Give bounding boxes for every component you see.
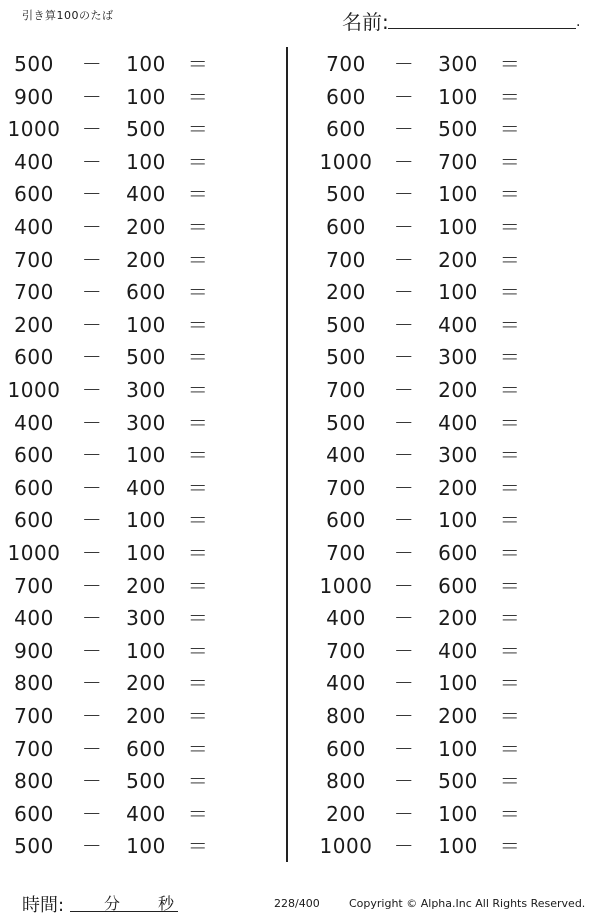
minuend: 600	[14, 345, 54, 370]
subtrahend: 200	[438, 247, 478, 272]
minuend: 200	[14, 312, 54, 337]
minuend: 900	[14, 638, 54, 663]
minuend: 600	[14, 443, 54, 468]
equals-sign: ＝	[499, 280, 521, 305]
minus-sign: －	[81, 247, 103, 272]
equals-sign: ＝	[499, 704, 521, 728]
minus-sign: －	[393, 704, 415, 728]
minuend: 500	[326, 312, 366, 337]
minuend: 700	[14, 280, 54, 305]
minus-sign: －	[393, 52, 415, 76]
equals-sign: ＝	[187, 834, 209, 859]
minus-sign: －	[81, 410, 103, 435]
minuend: 600	[326, 736, 366, 761]
minus-sign: －	[81, 84, 103, 109]
minus-sign: －	[81, 475, 103, 500]
minus-sign: －	[393, 345, 415, 370]
minuend: 800	[326, 704, 366, 728]
minuend: 600	[326, 117, 366, 142]
subtrahend: 400	[438, 312, 478, 337]
problem-row	[0, 701, 600, 731]
equals-sign: ＝	[499, 508, 521, 533]
equals-sign: ＝	[187, 443, 209, 468]
minus-sign: －	[81, 769, 103, 794]
minuend: 700	[326, 638, 366, 663]
subtrahend: 100	[126, 443, 166, 468]
minuend: 400	[14, 215, 54, 239]
minus-sign: －	[81, 345, 103, 370]
equals-sign: ＝	[499, 117, 521, 142]
subtrahend: 100	[126, 638, 166, 663]
equals-sign: ＝	[187, 52, 209, 76]
subtrahend: 200	[126, 573, 166, 598]
subtrahend: 300	[126, 378, 166, 402]
minuend: 800	[14, 769, 54, 794]
problem-row	[0, 571, 600, 601]
subtrahend: 100	[438, 671, 478, 696]
subtrahend: 600	[126, 280, 166, 305]
equals-sign: ＝	[187, 215, 209, 239]
minus-sign: －	[393, 475, 415, 500]
subtrahend: 100	[126, 508, 166, 533]
minuend: 500	[326, 345, 366, 370]
equals-sign: ＝	[499, 215, 521, 239]
minuend: 700	[14, 736, 54, 761]
minus-sign: －	[81, 671, 103, 696]
equals-sign: ＝	[187, 117, 209, 142]
problem-row	[0, 114, 600, 144]
minuend: 1000	[7, 117, 61, 142]
minuend: 500	[326, 182, 366, 207]
minuend: 700	[14, 704, 54, 728]
subtrahend: 100	[126, 84, 166, 109]
subtrahend: 400	[438, 638, 478, 663]
equals-sign: ＝	[187, 638, 209, 663]
subtrahend: 500	[126, 769, 166, 794]
minus-sign: －	[81, 834, 103, 859]
problem-row	[0, 408, 600, 438]
minus-sign: －	[393, 247, 415, 272]
copyright-notice: Copyright © Alpha.Inc All Rights Reserved.	[349, 897, 586, 910]
problem-row	[0, 147, 600, 177]
equals-sign: ＝	[499, 84, 521, 109]
minus-sign: －	[81, 801, 103, 826]
minus-sign: －	[393, 280, 415, 305]
equals-sign: ＝	[187, 84, 209, 109]
minuend: 1000	[7, 541, 61, 565]
minus-sign: －	[393, 312, 415, 337]
equals-sign: ＝	[187, 606, 209, 631]
subtrahend: 200	[438, 475, 478, 500]
worksheet-title: 引き算100のたば	[22, 9, 114, 22]
subtrahend: 100	[126, 834, 166, 859]
subtrahend: 100	[126, 312, 166, 337]
equals-sign: ＝	[499, 345, 521, 370]
equals-sign: ＝	[499, 801, 521, 826]
minuend: 700	[14, 573, 54, 598]
equals-sign: ＝	[187, 345, 209, 370]
equals-sign: ＝	[187, 671, 209, 696]
equals-sign: ＝	[499, 443, 521, 468]
minuend: 600	[14, 182, 54, 207]
minus-sign: －	[393, 215, 415, 239]
equals-sign: ＝	[499, 606, 521, 631]
equals-sign: ＝	[187, 149, 209, 174]
problem-row	[0, 440, 600, 470]
subtrahend: 500	[126, 117, 166, 142]
equals-sign: ＝	[187, 378, 209, 402]
name-input-line[interactable]	[388, 28, 576, 29]
minus-sign: －	[393, 149, 415, 174]
minus-sign: －	[81, 736, 103, 761]
minuend: 700	[326, 247, 366, 272]
minuend: 1000	[319, 834, 373, 859]
minus-sign: －	[81, 541, 103, 565]
name-label: 名前:	[342, 10, 389, 34]
equals-sign: ＝	[499, 475, 521, 500]
subtrahend: 100	[438, 508, 478, 533]
minuend: 600	[326, 215, 366, 239]
problem-row	[0, 603, 600, 633]
equals-sign: ＝	[187, 182, 209, 207]
subtrahend: 200	[126, 247, 166, 272]
minus-sign: －	[393, 638, 415, 663]
problem-row	[0, 538, 600, 568]
name-line-end-dot: .	[576, 14, 581, 30]
minus-sign: －	[81, 573, 103, 598]
equals-sign: ＝	[499, 182, 521, 207]
subtrahend: 600	[438, 573, 478, 598]
minus-sign: －	[81, 606, 103, 631]
minuend: 400	[326, 443, 366, 468]
minuend: 700	[326, 475, 366, 500]
minus-sign: －	[393, 736, 415, 761]
minuend: 200	[326, 280, 366, 305]
time-label: 時間:	[22, 895, 65, 916]
minus-sign: －	[393, 573, 415, 598]
minus-sign: －	[81, 378, 103, 402]
subtrahend: 100	[126, 52, 166, 76]
minus-sign: －	[81, 508, 103, 533]
equals-sign: ＝	[499, 736, 521, 761]
minus-sign: －	[393, 117, 415, 142]
minus-sign: －	[81, 280, 103, 305]
minuend: 600	[14, 475, 54, 500]
subtrahend: 200	[126, 704, 166, 728]
minutes-label: 分	[104, 894, 121, 913]
equals-sign: ＝	[499, 312, 521, 337]
minus-sign: －	[81, 312, 103, 337]
problem-row	[0, 49, 600, 79]
minus-sign: －	[81, 182, 103, 207]
minus-sign: －	[393, 769, 415, 794]
equals-sign: ＝	[187, 475, 209, 500]
minuend: 400	[14, 606, 54, 631]
minus-sign: －	[81, 443, 103, 468]
minus-sign: －	[81, 215, 103, 239]
minus-sign: －	[81, 638, 103, 663]
equals-sign: ＝	[499, 769, 521, 794]
subtrahend: 500	[438, 117, 478, 142]
minus-sign: －	[393, 834, 415, 859]
minuend: 600	[14, 508, 54, 533]
minuend: 600	[14, 801, 54, 826]
equals-sign: ＝	[499, 149, 521, 174]
subtrahend: 200	[126, 671, 166, 696]
problem-row	[0, 310, 600, 340]
problem-row	[0, 831, 600, 861]
problem-row	[0, 245, 600, 275]
subtrahend: 300	[126, 410, 166, 435]
subtrahend: 200	[438, 606, 478, 631]
equals-sign: ＝	[499, 834, 521, 859]
minuend: 200	[326, 801, 366, 826]
minuend: 500	[14, 52, 54, 76]
minuend: 700	[14, 247, 54, 272]
minuend: 500	[14, 834, 54, 859]
minus-sign: －	[393, 801, 415, 826]
subtrahend: 500	[126, 345, 166, 370]
minus-sign: －	[393, 378, 415, 402]
minus-sign: －	[393, 182, 415, 207]
problem-row	[0, 375, 600, 405]
subtrahend: 100	[126, 541, 166, 565]
subtrahend: 700	[438, 149, 478, 174]
subtrahend: 200	[438, 704, 478, 728]
minuend: 900	[14, 84, 54, 109]
minuend: 1000	[319, 573, 373, 598]
subtrahend: 100	[438, 801, 478, 826]
subtrahend: 400	[126, 475, 166, 500]
problem-row	[0, 636, 600, 666]
minuend: 400	[14, 410, 54, 435]
subtrahend: 500	[438, 769, 478, 794]
equals-sign: ＝	[499, 247, 521, 272]
problem-row	[0, 179, 600, 209]
subtrahend: 100	[438, 182, 478, 207]
minuend: 700	[326, 52, 366, 76]
minus-sign: －	[81, 149, 103, 174]
equals-sign: ＝	[499, 573, 521, 598]
problem-row	[0, 277, 600, 307]
page-number: 228/400	[274, 897, 320, 910]
minuend: 400	[326, 606, 366, 631]
problem-row	[0, 734, 600, 764]
equals-sign: ＝	[187, 704, 209, 728]
minuend: 1000	[7, 378, 61, 402]
problem-row	[0, 342, 600, 372]
subtrahend: 100	[438, 280, 478, 305]
minus-sign: －	[81, 52, 103, 76]
problem-row	[0, 212, 600, 242]
equals-sign: ＝	[187, 410, 209, 435]
subtrahend: 400	[126, 801, 166, 826]
minus-sign: －	[81, 704, 103, 728]
equals-sign: ＝	[499, 410, 521, 435]
minus-sign: －	[393, 84, 415, 109]
minus-sign: －	[81, 117, 103, 142]
subtrahend: 100	[438, 84, 478, 109]
minuend: 800	[326, 769, 366, 794]
equals-sign: ＝	[187, 573, 209, 598]
equals-sign: ＝	[187, 736, 209, 761]
minus-sign: －	[393, 410, 415, 435]
minuend: 400	[326, 671, 366, 696]
subtrahend: 300	[438, 443, 478, 468]
problem-row	[0, 766, 600, 796]
subtrahend: 400	[438, 410, 478, 435]
equals-sign: ＝	[187, 312, 209, 337]
minus-sign: －	[393, 541, 415, 565]
subtrahend: 300	[126, 606, 166, 631]
problem-row	[0, 799, 600, 829]
minuend: 500	[326, 410, 366, 435]
subtrahend: 300	[438, 345, 478, 370]
minuend: 600	[326, 508, 366, 533]
equals-sign: ＝	[187, 508, 209, 533]
minus-sign: －	[393, 606, 415, 631]
minuend: 600	[326, 84, 366, 109]
minus-sign: －	[393, 671, 415, 696]
equals-sign: ＝	[499, 638, 521, 663]
minuend: 400	[14, 149, 54, 174]
minuend: 800	[14, 671, 54, 696]
equals-sign: ＝	[187, 801, 209, 826]
subtrahend: 600	[126, 736, 166, 761]
problem-row	[0, 505, 600, 535]
equals-sign: ＝	[187, 769, 209, 794]
equals-sign: ＝	[499, 52, 521, 76]
subtrahend: 100	[126, 149, 166, 174]
subtrahend: 400	[126, 182, 166, 207]
subtrahend: 100	[438, 834, 478, 859]
equals-sign: ＝	[187, 280, 209, 305]
equals-sign: ＝	[187, 541, 209, 565]
equals-sign: ＝	[499, 541, 521, 565]
problem-row	[0, 668, 600, 698]
minuend: 700	[326, 541, 366, 565]
subtrahend: 100	[438, 215, 478, 239]
equals-sign: ＝	[499, 378, 521, 402]
minuend: 1000	[319, 149, 373, 174]
subtrahend: 600	[438, 541, 478, 565]
minus-sign: －	[393, 508, 415, 533]
equals-sign: ＝	[187, 247, 209, 272]
seconds-label: 秒	[158, 894, 175, 913]
problem-row	[0, 473, 600, 503]
subtrahend: 100	[438, 736, 478, 761]
minuend: 700	[326, 378, 366, 402]
minus-sign: －	[393, 443, 415, 468]
subtrahend: 300	[438, 52, 478, 76]
subtrahend: 200	[126, 215, 166, 239]
subtrahend: 200	[438, 378, 478, 402]
equals-sign: ＝	[499, 671, 521, 696]
problem-row	[0, 82, 600, 112]
